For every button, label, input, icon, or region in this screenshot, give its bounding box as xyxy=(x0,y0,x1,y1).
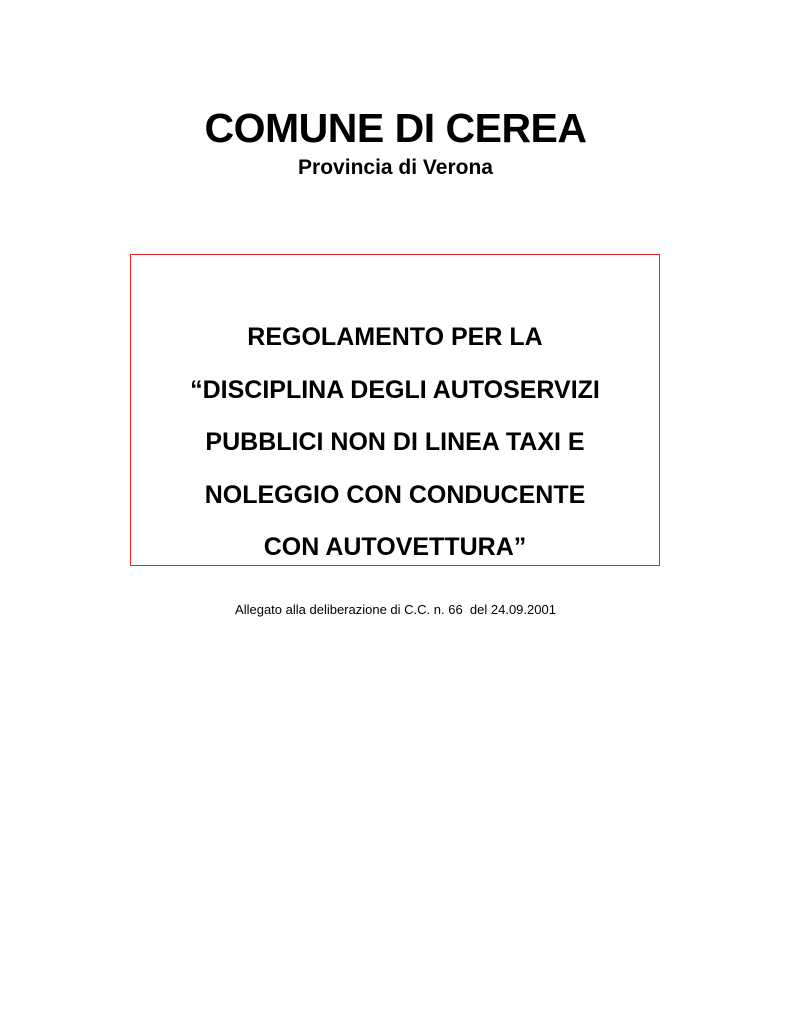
regulation-title-line: NOLEGGIO CON CONDUCENTE xyxy=(204,480,586,509)
regulation-title-line: “DISCIPLINA DEGLI AUTOSERVIZI xyxy=(190,375,600,404)
attachment-note: Allegato alla deliberazione di C.C. n. 66 del 24.09.2001 xyxy=(235,602,556,617)
regulation-title-line: REGOLAMENTO PER LA xyxy=(247,323,543,351)
regulation-title-line: CON AUTOVETTURA” xyxy=(263,533,527,561)
regulation-title xyxy=(131,311,659,574)
regulation-title-line: PUBBLICI NON DI LINEA TAXI E xyxy=(205,428,585,456)
regulation-title-frame xyxy=(130,254,660,566)
page-subtitle: Provincia di Verona xyxy=(298,156,493,179)
page-title: COMUNE DI CEREA xyxy=(204,105,587,151)
